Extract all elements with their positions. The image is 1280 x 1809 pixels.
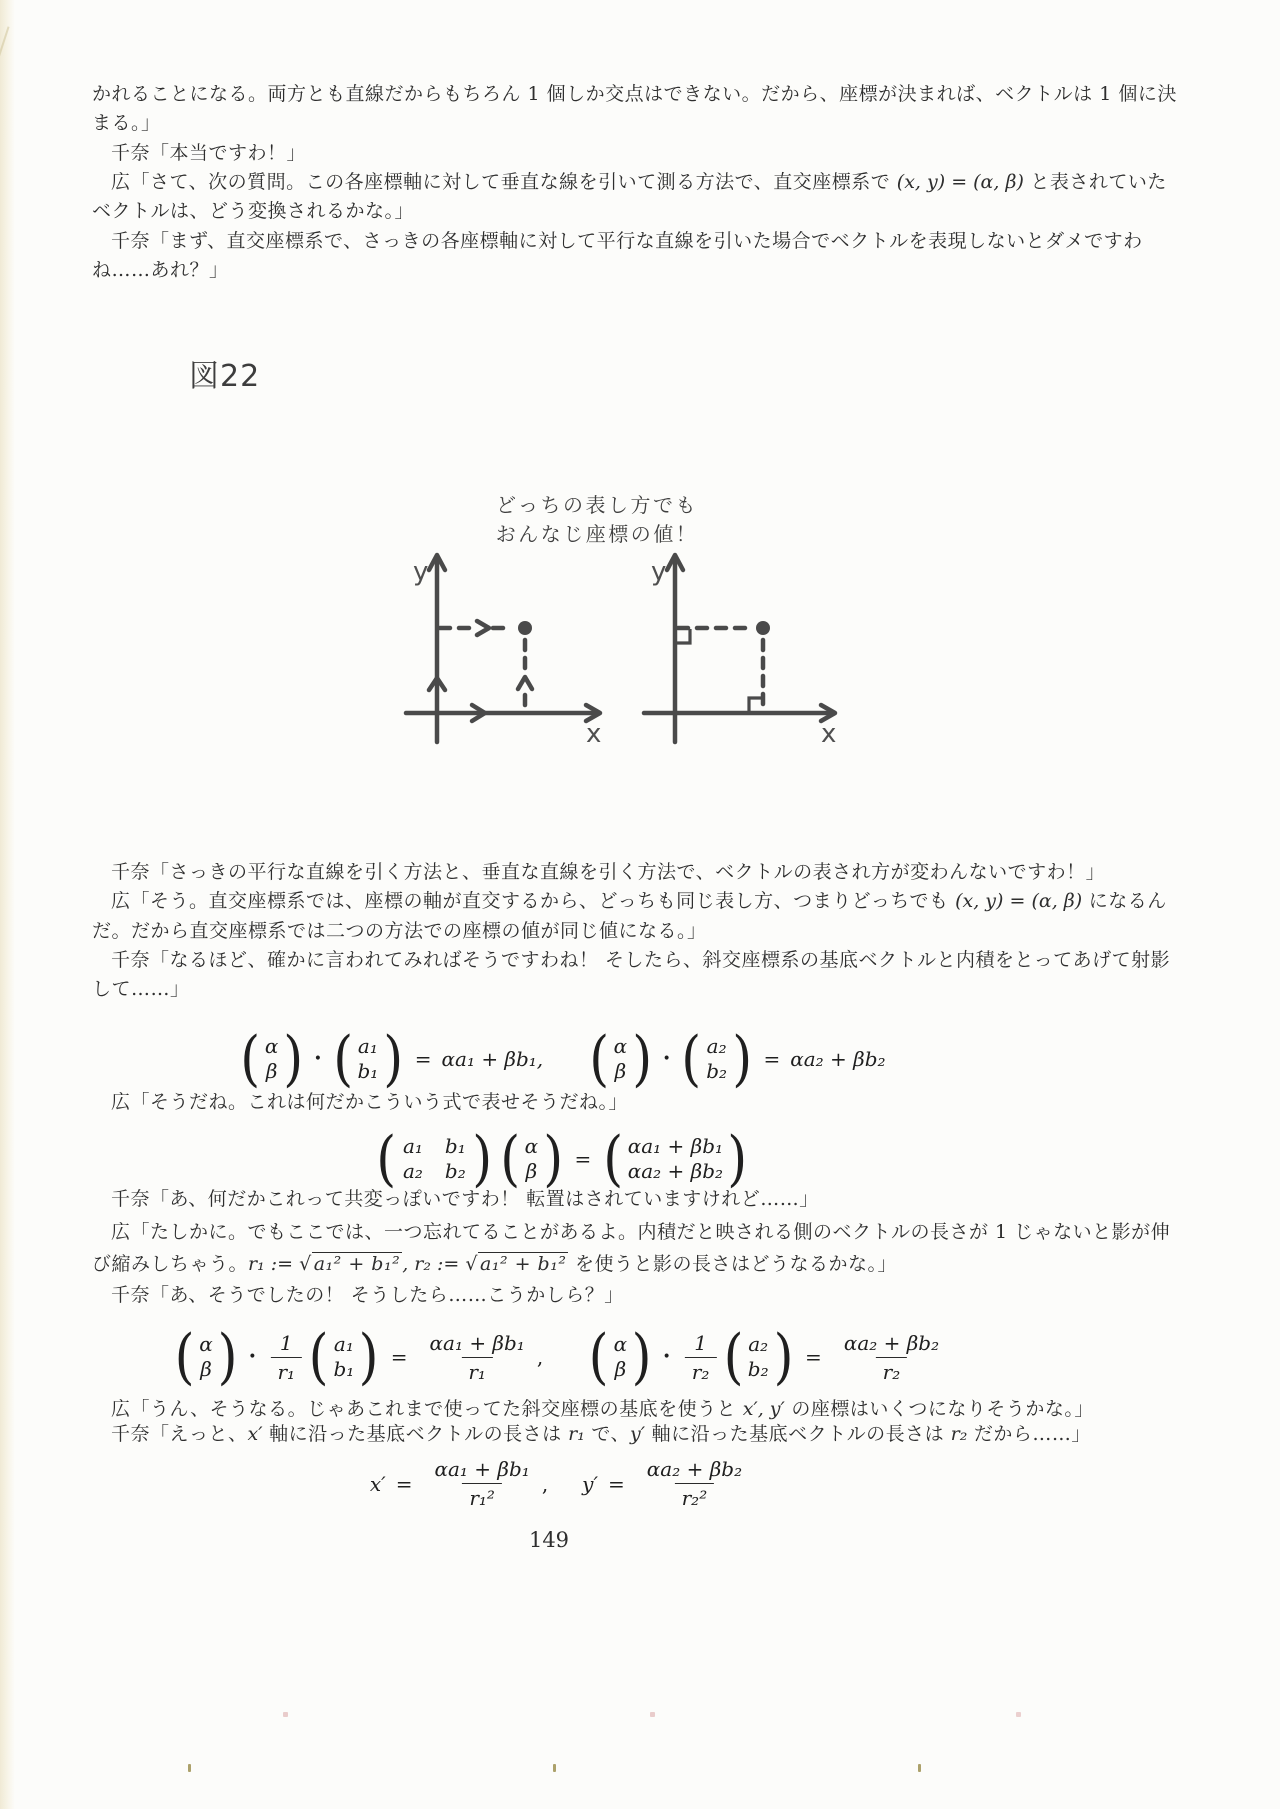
variable: y′ — [582, 1471, 599, 1496]
left-paren: ( — [332, 1024, 353, 1094]
vector-entry: a₂ — [706, 1034, 727, 1058]
denominator: r₂ — [876, 1357, 908, 1383]
page-number: 149 — [528, 1528, 570, 1552]
radicand: a₁² + b₁² — [313, 1253, 401, 1275]
left-paren: ( — [588, 1024, 609, 1094]
dialogue-line: 広「そうだね。これは何だかこういう式で表せそうだね。」 — [111, 1091, 629, 1113]
dialogue-line — [111, 888, 1167, 915]
text-segment: だから……」 — [967, 1423, 1091, 1445]
formula-matrix-equation — [375, 1124, 750, 1194]
dialogue-line: して……」 — [92, 978, 190, 1000]
matrix-entry: b₂ — [444, 1159, 466, 1183]
dialogue-line — [92, 1251, 897, 1278]
vector-entry: b₂ — [706, 1059, 728, 1083]
equals-sign: = — [414, 1047, 432, 1071]
scan-artifact — [918, 1764, 921, 1772]
fraction — [685, 1332, 717, 1383]
numerator: 1 — [694, 1330, 707, 1355]
column-vector — [238, 1024, 304, 1094]
column-vector — [721, 1322, 795, 1392]
left-paren: ( — [603, 1124, 623, 1194]
text-segment: 広「うん、そうなる。じゃあこれまで使ってた斜交座標の基底を使うと — [111, 1398, 743, 1420]
formula-dot-products — [238, 1024, 886, 1094]
fraction — [270, 1332, 302, 1383]
matrix-entry: a₂ — [402, 1159, 423, 1183]
text-segment: で、 — [584, 1423, 631, 1445]
column-vector — [307, 1322, 381, 1392]
text-segment: 広「さて、次の質問。この各座標軸に対して垂直な線を引いて測る方法で、直交座標系で — [111, 171, 897, 193]
equals-sign: = — [763, 1047, 781, 1071]
vector-entry: α — [524, 1134, 539, 1158]
left-paren: ( — [240, 1024, 261, 1094]
vector-entry: β — [525, 1159, 538, 1183]
vector-entry: a₁ — [333, 1332, 354, 1356]
left-paren: ( — [499, 1124, 520, 1194]
column-vector — [173, 1322, 239, 1392]
left-paren: ( — [174, 1322, 195, 1392]
matrix-entry: b₁ — [444, 1134, 466, 1158]
column-vector — [680, 1024, 754, 1094]
text-segment: と表されていた — [1023, 171, 1167, 193]
formula-normalized-projection — [173, 1322, 951, 1392]
inline-math: r₁ := — [248, 1253, 300, 1275]
projection-arrowhead — [477, 621, 489, 635]
dialogue-line: 千奈「あ、そうでしたの！ そうしたら……こうかしら？」 — [111, 1284, 624, 1306]
inline-math: r₂ — [950, 1423, 968, 1445]
comma: , — [541, 1471, 549, 1496]
matrix — [375, 1124, 495, 1194]
figure-caption-line2: おんなじ座標の値！ — [495, 522, 699, 546]
equals-sign: = — [805, 1345, 822, 1369]
dialogue-line: 千奈「あ、何だかこれって共変っぽいですわ！ 転置はされていますけれど……」 — [111, 1188, 819, 1210]
vector-entry: β — [614, 1357, 627, 1381]
radicand: a₁² + b₁² — [480, 1253, 567, 1275]
fraction — [428, 1458, 537, 1509]
variable: x′ — [369, 1471, 386, 1496]
dialogue-line — [111, 1421, 1091, 1448]
right-paren: ) — [383, 1024, 403, 1094]
right-angle-mark-x — [749, 698, 762, 712]
scan-artifact — [650, 1712, 655, 1717]
dialogue-line: 千奈「さっきの平行な直線を引く方法と、垂直な直線を引く方法で、ベクトルの表され方が変わんないですわ！」 — [111, 861, 1106, 883]
vector-entry: β — [265, 1059, 278, 1083]
figure-caption-line1: どっちの表し方でも — [495, 493, 699, 517]
right-angle-mark-y — [676, 629, 690, 643]
figure-label: 図22 — [189, 359, 261, 394]
dialogue-line: 千奈「まず、直交座標系で、さっきの各座標軸に対して平行な直線を引いた場合でベクトルを表現しないとダメですわ — [111, 230, 1143, 252]
page-edge — [0, 0, 15, 1809]
axis-label-y: y — [413, 557, 429, 587]
projection-arrowhead — [518, 677, 532, 689]
dot-operator: • — [313, 1051, 323, 1067]
dot-operator: • — [662, 1349, 671, 1365]
scan-artifact — [188, 1764, 191, 1772]
axis-label-x: x — [821, 719, 837, 749]
right-paren: ) — [631, 1024, 652, 1094]
left-paren: ( — [376, 1124, 397, 1194]
left-paren: ( — [723, 1322, 744, 1392]
fraction — [640, 1458, 749, 1509]
fraction — [837, 1332, 946, 1383]
inline-math: x′, y′ — [742, 1398, 785, 1420]
vector-entry: β — [614, 1059, 627, 1083]
scan-artifact — [553, 1764, 556, 1772]
vector-entry: α — [613, 1332, 628, 1356]
text-segment: 軸に沿った基底ベクトルの長さは — [645, 1423, 951, 1445]
vector-entry: a₁ — [357, 1034, 378, 1058]
numerator: αa₁ + βb₁ — [434, 1457, 530, 1481]
dialogue-line: 広「たしかに。でもここでは、一つ忘れてることがあるよ。内積だと映される側のベクトルの長さが 1 じゃないと影が伸 — [111, 1221, 1171, 1243]
equals-sign: = — [608, 1471, 625, 1496]
vector-entry: αa₂ + βb₂ — [627, 1159, 724, 1183]
dot-operator: • — [248, 1349, 257, 1365]
text-segment: 広「そう。直交座標系では、座標の軸が直交するから、どっちも同じ表し方、つまりどっちでも — [111, 890, 956, 912]
right-paren: ) — [542, 1124, 563, 1194]
diagram-perpendicular-method — [632, 542, 862, 772]
diagram-parallel-method — [392, 542, 622, 772]
dot-operator: • — [662, 1051, 671, 1067]
right-paren: ) — [283, 1024, 304, 1094]
vector-entry: a₂ — [748, 1332, 769, 1356]
column-vector — [587, 1322, 653, 1392]
vector-entry: β — [200, 1357, 212, 1381]
inline-math: y′ — [630, 1423, 646, 1445]
equals-sign: = — [390, 1345, 408, 1369]
text-segment: になるん — [1082, 890, 1167, 912]
text-segment: び縮みしちゃう。 — [92, 1253, 249, 1275]
right-paren: ) — [472, 1124, 493, 1194]
data-point — [756, 621, 770, 635]
denominator: r₁² — [462, 1483, 502, 1509]
sqrt-sign: √ — [465, 1253, 478, 1275]
matrix-entry: a₁ — [402, 1134, 423, 1158]
expression: αa₂ + βb₂ — [790, 1047, 886, 1071]
dialogue-line: かれることになる。両方とも直線だからもちろん 1 個しか交点はできない。だから、座標が決まれば、ベクトルは 1 個に決 — [92, 83, 1177, 105]
text-segment: の座標はいくつになりそうかな。」 — [784, 1398, 1094, 1420]
dialogue-line — [111, 1396, 1094, 1423]
denominator: r₁ — [461, 1357, 493, 1383]
inline-math: (x, y) = (α, β) — [896, 171, 1024, 193]
dialogue-line — [111, 169, 1167, 196]
inline-math: (x, y) = (α, β) — [955, 890, 1083, 912]
inline-math: x′ — [247, 1423, 263, 1445]
vector-entry: α — [613, 1034, 628, 1058]
right-paren: ) — [217, 1322, 238, 1392]
left-paren: ( — [681, 1024, 702, 1094]
vector-entry: b₂ — [747, 1357, 769, 1381]
scan-artifact — [1016, 1712, 1021, 1717]
scan-artifact — [283, 1712, 288, 1717]
dialogue-line: まる。」 — [92, 112, 161, 134]
formula-transformed-coordinates — [370, 1458, 754, 1509]
sqrt-sign: √ — [299, 1253, 312, 1275]
vector-entry: b₁ — [333, 1357, 355, 1381]
right-paren: ) — [359, 1322, 379, 1392]
text-segment: 千奈「えっと、 — [111, 1423, 248, 1445]
dialogue-line: ベクトルは、どう変換されるかな。」 — [92, 200, 415, 222]
vector-entry: α — [199, 1332, 213, 1356]
sqrt-radical — [299, 1252, 402, 1275]
axis-label-x: x — [586, 719, 602, 749]
denominator: r₂² — [675, 1483, 715, 1509]
denominator: r₁ — [270, 1357, 302, 1383]
vector-entry: αa₁ + βb₁ — [627, 1134, 724, 1158]
comma: , — [536, 1345, 544, 1369]
dialogue-line: ね……あれ？」 — [92, 259, 229, 281]
dialogue-line: 千奈「本当ですわ！」 — [111, 142, 307, 164]
inline-math: , r₂ := — [402, 1253, 466, 1275]
vector-entry: α — [264, 1034, 279, 1058]
expression: αa₁ + βb₁, — [441, 1047, 544, 1071]
column-vector — [587, 1024, 653, 1094]
text-segment: 軸に沿った基底ベクトルの長さは — [262, 1423, 569, 1445]
left-paren: ( — [308, 1322, 329, 1392]
right-paren: ) — [731, 1024, 752, 1094]
column-vector — [331, 1024, 405, 1094]
fraction — [423, 1332, 532, 1383]
right-paren: ) — [631, 1322, 652, 1392]
inline-math: r₁ — [568, 1423, 585, 1445]
equals-sign: = — [395, 1471, 413, 1496]
data-point — [518, 621, 532, 635]
dialogue-line: 千奈「なるほど、確かに言われてみればそうですわね！ そしたら、斜交座標系の基底ベクトルと内積をとってあげて射影 — [111, 949, 1171, 971]
axis-label-y: y — [651, 557, 667, 587]
sqrt-radical — [465, 1252, 568, 1275]
vector-entry: b₁ — [357, 1059, 379, 1083]
column-vector — [601, 1124, 749, 1194]
text-segment: を使うと影の長さはどうなるかな。」 — [568, 1253, 898, 1275]
numerator: 1 — [279, 1330, 293, 1355]
numerator: αa₂ + βb₂ — [843, 1330, 940, 1355]
denominator: r₂ — [685, 1357, 717, 1383]
equals-sign: = — [574, 1147, 592, 1171]
right-paren: ) — [773, 1322, 794, 1392]
numerator: αa₂ + βb₂ — [646, 1457, 743, 1481]
numerator: αa₁ + βb₁ — [429, 1330, 525, 1355]
left-paren: ( — [588, 1322, 609, 1392]
right-paren: ) — [727, 1124, 748, 1194]
column-vector — [498, 1124, 564, 1194]
dialogue-line: だ。だから直交座標系では二つの方法での座標の値が同じ値になる。」 — [92, 920, 707, 942]
